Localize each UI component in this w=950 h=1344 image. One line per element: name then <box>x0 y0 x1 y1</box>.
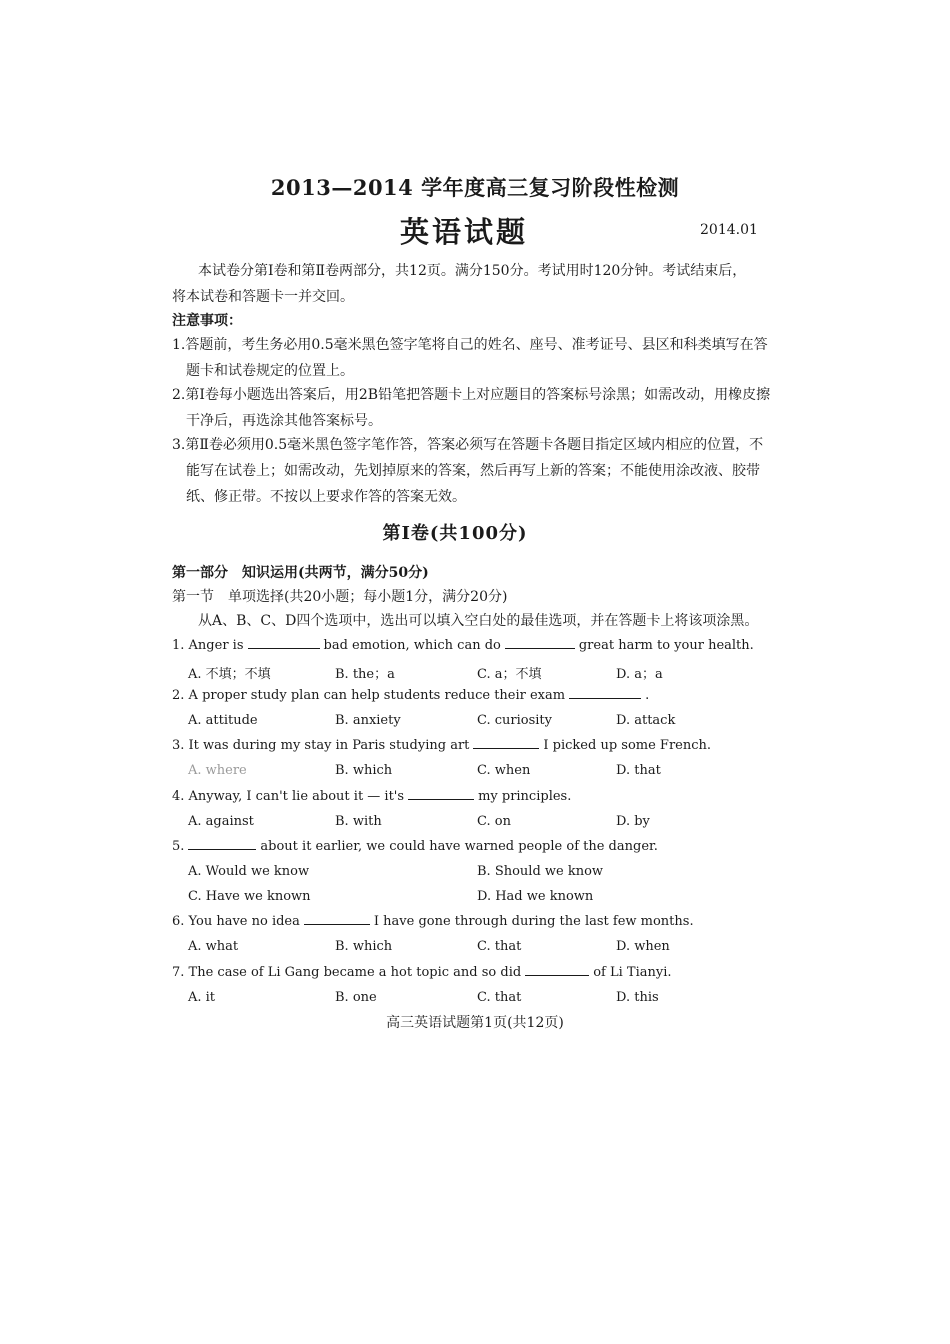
notice-item-3: 3.第Ⅱ卷必须用0.5毫米黑色签字笔作答，答案必须写在答题卡各题目指定区域内相应的位置，不能写在试卷上；如需改动，先划掉原来的答案，然后再写上新的答案；不能使用涂改液、胶带纸、修正带。不按以上要求作答的答案无效。 <box>172 437 764 505</box>
exam-main-title: 英语试题 <box>399 215 528 249</box>
option-6d: D. when <box>616 939 670 954</box>
page-footer: 高三英语试题第1页(共12页) <box>386 1015 564 1031</box>
option-4b: B. with <box>335 814 382 829</box>
option-7d: D. this <box>616 990 659 1005</box>
option-6b: B. which <box>335 939 393 954</box>
option-6c: C. that <box>477 939 522 954</box>
answer-blank <box>473 747 539 749</box>
option-3a: A. where <box>188 763 247 778</box>
answer-blank <box>569 697 641 699</box>
answer-blank <box>188 848 256 850</box>
part-label: 第一部分 <box>172 565 228 581</box>
subsection-label: 第一节 <box>172 589 214 605</box>
option-1b: B. the；a <box>335 667 395 682</box>
answer-blank <box>248 647 320 649</box>
option-7a: A. it <box>188 990 216 1005</box>
question-2: 2. A proper study plan can help students reduce their exam . <box>172 688 650 703</box>
notice-item-2: 2.第Ⅰ卷每小题选出答案后，用2B铅笔把答题卡上对应题目的答案标号涂黑；如需改动，用橡皮擦干净后，再选涂其他答案标号。 <box>172 387 771 429</box>
option-7c: C. that <box>477 990 522 1005</box>
answer-blank <box>408 798 474 800</box>
answer-blank <box>525 974 589 976</box>
question-6: 6. You have no idea I have gone through during the last few months. <box>172 914 694 929</box>
option-3c: C. when <box>477 763 531 778</box>
part-title <box>172 562 429 582</box>
part-title-text: 知识运用(共两节，满分50分) <box>242 565 429 581</box>
notice-item-1: 1.答题前，考生务必用0.5毫米黑色签字笔将自己的姓名、座号、准考证号、县区和科类填写在答题卡和试卷规定的位置上。 <box>172 337 768 379</box>
answer-blank <box>304 923 370 925</box>
option-7b: B. one <box>335 990 377 1005</box>
option-2b: B. anxiety <box>335 713 401 728</box>
answer-blank <box>505 647 575 649</box>
option-1d: D. a；a <box>616 667 663 682</box>
question-7: 7. The case of Li Gang became a hot topic and so did of Li Tianyi. <box>172 965 672 980</box>
option-1a: A. 不填；不填 <box>188 667 271 682</box>
option-4d: D. by <box>616 814 650 829</box>
option-6a: A. what <box>188 939 239 954</box>
exam-intro: 本试卷分第Ⅰ卷和第Ⅱ卷两部分，共12页。满分150分。考试用时120分钟。考试结束后，将本试卷和答题卡一并交回。 <box>172 263 747 305</box>
exam-date: 2014.01 <box>700 222 758 238</box>
option-5c: C. Have we known <box>188 889 311 904</box>
option-2a: A. attitude <box>188 713 258 728</box>
instruction: 从A、B、C、D四个选项中，选出可以填入空白处的最佳选项，并在答题卡上将该项涂黑。 <box>198 613 759 629</box>
subsection-title-text: 单项选择(共20小题；每小题1分，满分20分) <box>228 589 508 605</box>
notice-heading: 注意事项： <box>172 313 242 329</box>
option-3d: D. that <box>616 763 661 778</box>
option-2d: D. attack <box>616 713 676 728</box>
option-4c: C. on <box>477 814 511 829</box>
question-3: 3. It was during my stay in Paris studying art I picked up some French. <box>172 738 712 753</box>
subsection-title <box>172 586 507 606</box>
exam-super-title: 2013—2014 学年度高三复习阶段性检测 <box>270 175 680 200</box>
option-1c: C. a；不填 <box>477 667 542 682</box>
option-5a: A. Would we know <box>188 864 310 879</box>
option-4a: A. against <box>188 814 254 829</box>
option-5d: D. Had we known <box>477 889 594 904</box>
option-2c: C. curiosity <box>477 713 552 728</box>
section-title: 第Ⅰ卷(共100分) <box>382 523 528 544</box>
question-5: 5. about it earlier, we could have warned people of the danger. <box>172 839 658 854</box>
question-1: 1. Anger is bad emotion, which can do great harm to your health. <box>172 638 754 653</box>
option-5b: B. Should we know <box>477 864 604 879</box>
question-4: 4. Anyway, I can't lie about it — it's my principles. <box>172 789 572 804</box>
option-3b: B. which <box>335 763 393 778</box>
